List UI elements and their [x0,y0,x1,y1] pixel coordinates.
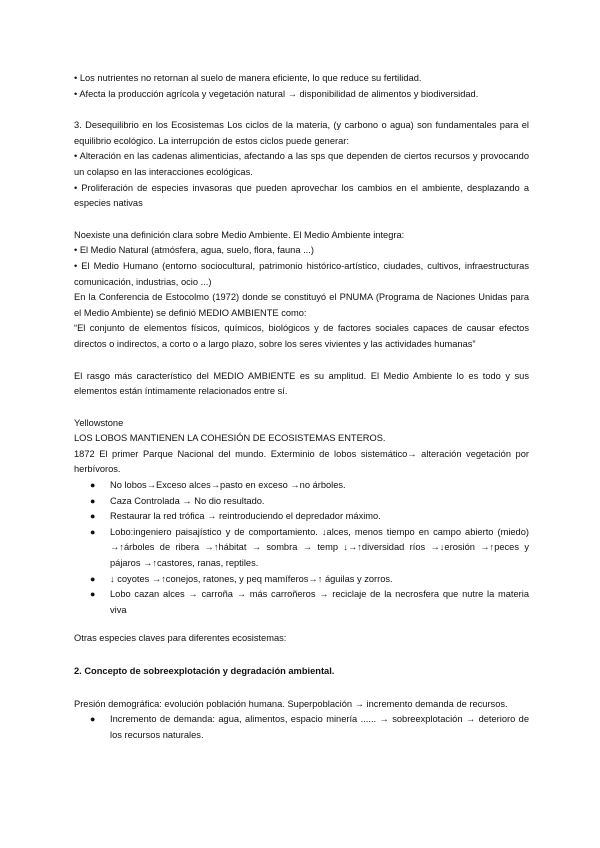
bullet-icon: ● [90,480,96,491]
bullet-icon: ● [90,511,96,522]
list-item-text: Lobo:ingeniero paisajístico y de comportamiento. ↓alces, menos tiempo en campo abierto (miedo) →↑árboles de ribera →↑hábitat → sombra → temp ↓→↑diversidad ríos →↓erosión →↑peces y pájaros →↑castores, ranas, reptiles. [110,526,529,569]
section2-heading: 2. Concepto de sobreexplotación y degradación ambiental. [74,666,335,676]
rasgo-paragraph: El rasgo más característico del MEDIO AMBIENTE es su amplitud. El Medio Ambiente lo es todo y sus elementos están íntimamente relacionados entre sí. [74,370,529,397]
list-item-text: Incremento de demanda: agua, alimentos, espacio minería ...... → sobreexplotación → deterioro de los recursos naturales. [110,714,529,740]
list-item-text: ↓ coyotes →↑conejos, ratones, y peq mamíferos→↑ águilas y zorros. [110,573,393,584]
bullet-icon: ● [90,714,96,725]
conferencia-paragraph: En la Conferencia de Estocolmo (1972) donde se constituyó el PNUMA (Programa de Naciones Unidas para el Medio Ambiente) se definió MEDIO AMBIENTE como: [74,292,529,318]
section3-bullet-2: • Proliferación de especies invasoras que pueden aprovechar los cambios en el ambiente, desplazando a especies nativas [74,182,529,209]
list-item [74,712,529,743]
bullet-icon: ● [90,526,96,537]
list-item [74,509,529,525]
medio-natural-bullet: • El Medio Natural (atmósfera, agua, suelo, flora, fauna ...) [74,245,314,256]
bullet-icon: ● [90,589,96,600]
list-item [74,587,529,618]
bullet-icon: ● [90,573,96,584]
list-item-text: Restaurar la red trófica → reintroduciendo el depredador máximo. [110,511,381,522]
list-item-text: Caza Controlada → No dio resultado. [110,495,265,506]
definicion-quote: “El conjunto de elementos físicos, químicos, biológicos y de factores sociales capaces de causar efectos directos o indirectos, a corto o a largo plazo, sobre los seres vivientes y las actividades humanas” [74,323,529,349]
yellowstone-title: Yellowstone [74,417,124,428]
otras-especies-text: Otras especies claves para diferentes ecosistemas: [74,633,287,644]
intro-bullet-1: • Los nutrientes no retornan al suelo de manera eficiente, lo que reduce su fertilidad. [74,73,422,83]
yellowstone-list [74,478,529,618]
medio-humano-bullet: • El Medio Humano (entorno sociocultural, patrimonio histórico-artístico, ciudades, cultivos, infraestructuras comunicación, industrias, ocio ...) [74,260,529,287]
intro-bullet-2: • Afecta la producción agrícola y vegetación natural → disponibilidad de alimentos y biodiversidad. [74,88,479,99]
list-item [74,478,529,494]
list-item [74,572,529,588]
presion-paragraph: Presión demográfica: evolución población humana. Superpoblación → incremento demanda de recursos. [74,698,508,709]
yellowstone-paragraph: 1872 El primer Parque Nacional del mundo. Exterminio de lobos sistemático→ alteración vegetación por herbívoros. [74,448,529,475]
list-item [74,494,529,510]
list-item-text: Lobo cazan alces → carroña → más carroñeros → reciclaje de la necrosfera que nutre la materia viva [110,589,529,615]
yellowstone-subtitle: LOS LOBOS MANTIENEN LA COHESIÓN DE ECOSISTEMAS ENTEROS. [74,433,386,444]
section3-bullet-1: • Alteración en las cadenas alimenticias, afectando a las sps que dependen de ciertos recursos y provocando un colapso en las interacciones ecológicas. [74,151,529,177]
medio-ambiente-intro: Noexiste una definición clara sobre Medio Ambiente. El Medio Ambiente integra: [74,229,405,240]
document-body [74,71,529,743]
bullet-icon: ● [90,495,96,506]
section3-paragraph: 3. Desequilibrio en los Ecosistemas Los ciclos de la materia, (y carbono o agua) son fundamentales para el equilibrio ecológico. La interrupción de estos ciclos puede generar: [74,120,529,146]
list-item [74,525,529,572]
presion-list [74,712,529,743]
list-item-text: No lobos→Exceso alces→pasto en exceso →no árboles. [110,480,346,491]
